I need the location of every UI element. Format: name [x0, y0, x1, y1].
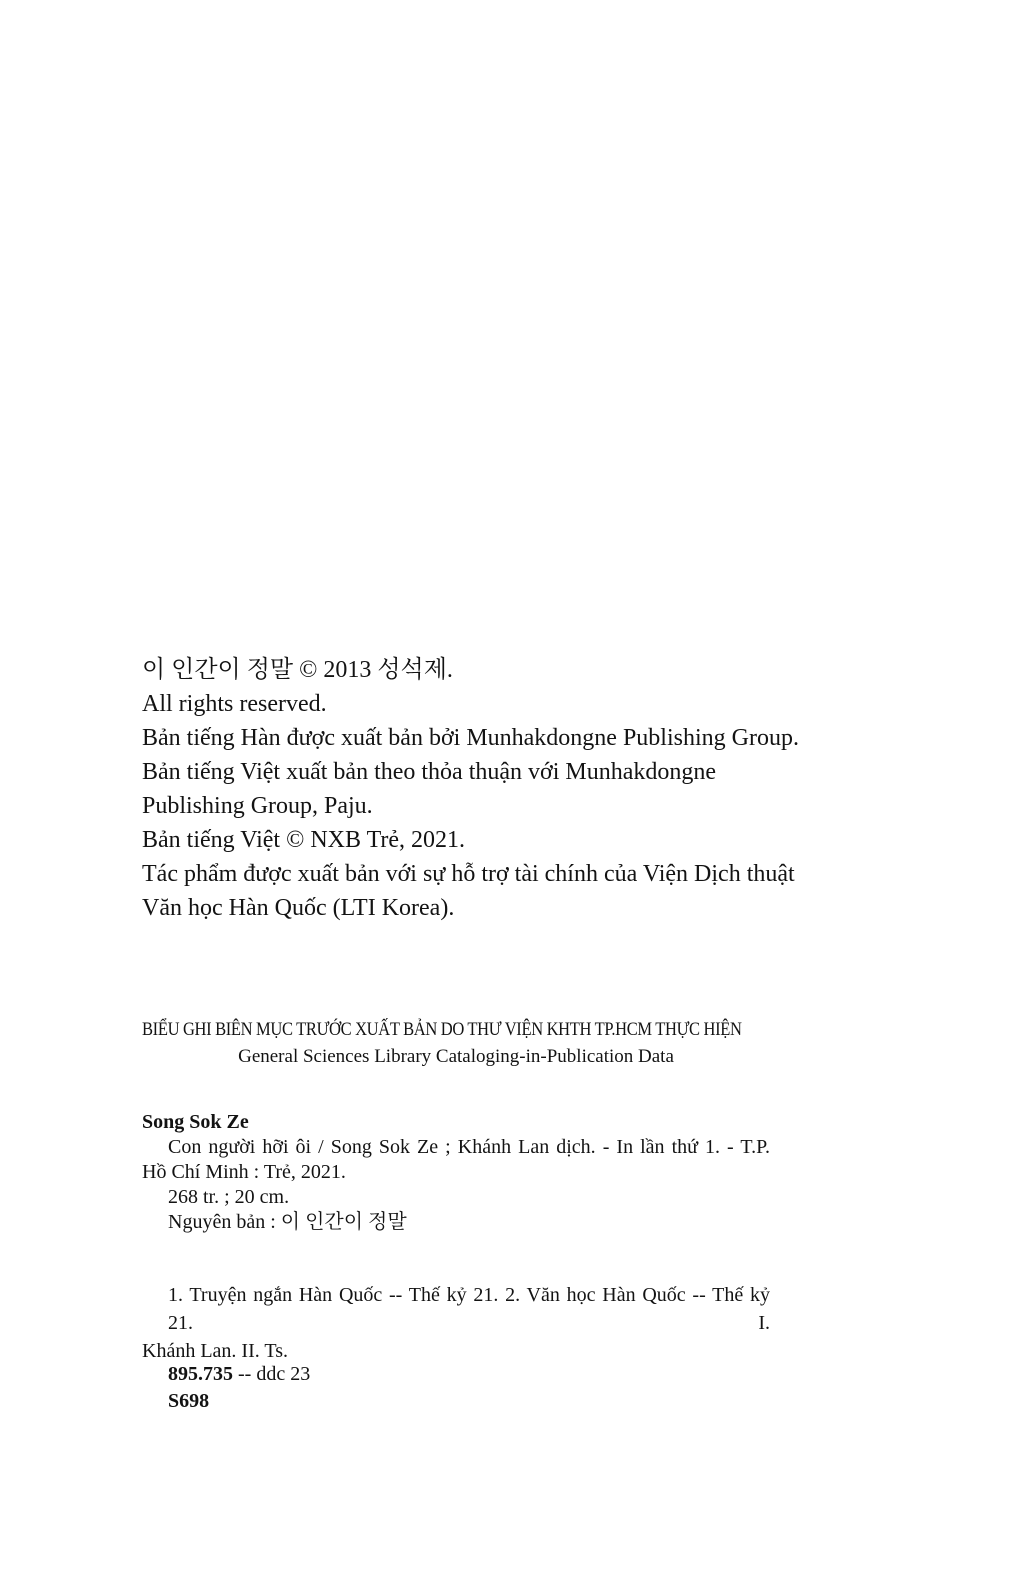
- ddc-edition: -- ddc 23: [233, 1363, 311, 1385]
- ddc-number: 895.735: [168, 1363, 233, 1385]
- copyright-line-korean-edition: Bản tiếng Hàn được xuất bản bởi Munhakdongne Publishing Group.: [142, 725, 799, 751]
- copyright-line-lti-support: Tác phẩm được xuất bản với sự hỗ trợ tài chính của Viện Dịch thuật: [142, 861, 795, 887]
- copyright-block: [142, 653, 842, 925]
- copyright-line-rights: All rights reserved.: [142, 691, 327, 717]
- copyright-line-korean-title: 이 인간이 정말 © 2013 성석제.: [142, 657, 453, 683]
- subject-line2: Khánh Lan. II. Ts.: [142, 1340, 288, 1362]
- subject-line1: 1. Truyện ngắn Hàn Quốc -- Thế kỷ 21. 2. Văn học Hàn Quốc -- Thế kỷ 21. I.: [168, 1284, 770, 1334]
- entry-original-title: Nguyên bản : 이 인간이 정말: [168, 1211, 407, 1233]
- catalog-entry: [142, 1110, 770, 1235]
- entry-title-statement-line1: Con người hỡi ôi / Song Sok Ze ; Khánh Lan dịch. - In lần thứ 1. - T.P.: [168, 1136, 770, 1158]
- copyright-line-publisher-paju: Publishing Group, Paju.: [142, 793, 373, 819]
- copyright-line-lti-korea: Văn học Hàn Quốc (LTI Korea).: [142, 895, 455, 921]
- cip-header-english: General Sciences Library Cataloging-in-Publication Data: [238, 1046, 674, 1067]
- copyright-line-vietnamese-agreement: Bản tiếng Việt xuất bản theo thỏa thuận với Munhakdongne: [142, 759, 717, 785]
- ddc-line: [142, 1361, 770, 1388]
- cip-header: [142, 1016, 770, 1070]
- cutter-number: S698: [168, 1390, 210, 1412]
- entry-physical-description: 268 tr. ; 20 cm.: [168, 1186, 290, 1208]
- entry-author-heading: Song Sok Ze: [142, 1111, 249, 1133]
- cip-header-vietnamese: BIỂU GHI BIÊN MỤC TRƯỚC XUẤT BẢN DO THƯ VIỆN KHTH TP.HCM THỰC HIỆN: [142, 1019, 742, 1040]
- classification-block: [142, 1361, 770, 1415]
- entry-title-statement-line2: Hồ Chí Minh : Trẻ, 2021.: [142, 1161, 346, 1183]
- subject-tracings: [142, 1281, 770, 1365]
- copyright-line-vietnamese-edition: Bản tiếng Việt © NXB Trẻ, 2021.: [142, 827, 466, 853]
